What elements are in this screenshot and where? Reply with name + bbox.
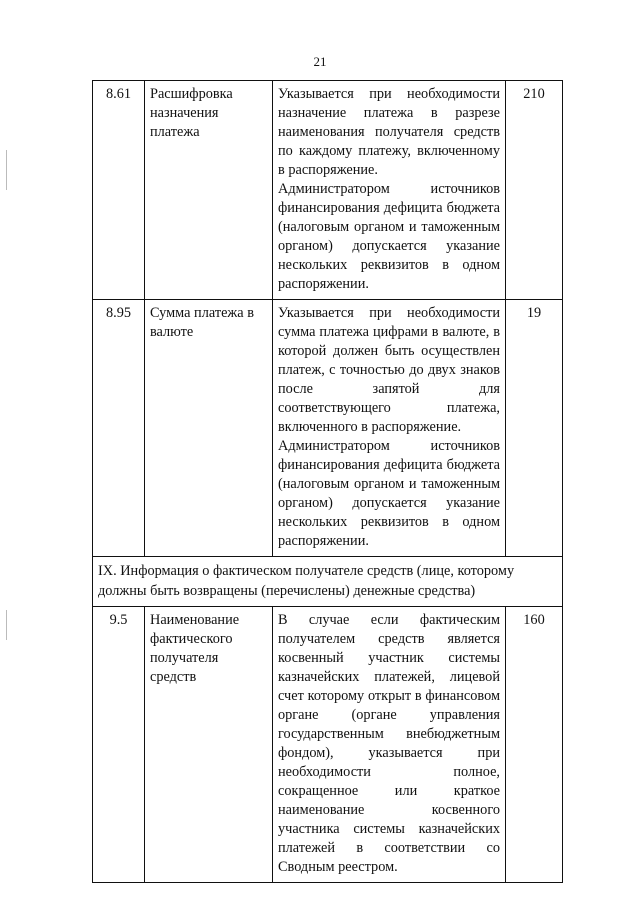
description-paragraph: Администратором источников финансирования дефицита бюджета (налоговым органом и таможенным органом) допускается указание нескольких реквизитов в одном распоряжении.	[278, 181, 500, 292]
section-heading: IX. Информация о фактическом получателе средств (лице, которому должны быть возвращены (перечислены) денежные средства)	[93, 557, 563, 607]
requisite-name: Наименование фактического получателя средств	[145, 607, 273, 883]
requisite-description	[273, 607, 506, 883]
requisites-table	[92, 80, 563, 883]
scan-edge-mark	[6, 150, 7, 190]
description-paragraph: Указывается при необходимости сумма платежа цифрами в валюте, в которой должен быть осуществлен платеж, с точностью до двух знаков после запятой для соответствующего платежа, включенного в распоряжение.	[278, 305, 500, 435]
page-number: 21	[313, 54, 327, 69]
table-row	[93, 81, 563, 300]
scan-edge-mark	[6, 610, 7, 640]
description-paragraph: В случае если фактическим получателем средств является косвенный участник системы казначейских платежей, лицевой счет которому открыт в финансовом органе (органе управления государственным внебюджетным фондом), указывается при необходимости полное, сокращенное или краткое наименование косвенного участника системы казначейских платежей в соответствии со Сводным реестром.	[278, 612, 500, 875]
row-number: 8.61	[93, 81, 145, 300]
section-row	[93, 557, 563, 607]
requisite-description	[273, 81, 506, 300]
table-row	[93, 607, 563, 883]
table-row	[93, 300, 563, 557]
requisite-name: Сумма платежа в валюте	[145, 300, 273, 557]
description-paragraph: Администратором источников финансирования дефицита бюджета (налоговым органом и таможенным органом) допускается указание нескольких реквизитов в одном распоряжении.	[278, 438, 500, 549]
field-length: 210	[506, 81, 563, 300]
row-number: 8.95	[93, 300, 145, 557]
requisite-name: Расшифровка назначения платежа	[145, 81, 273, 300]
requisite-description	[273, 300, 506, 557]
field-length: 19	[506, 300, 563, 557]
description-paragraph: Указывается при необходимости назначение платежа в разрезе наименования получателя средств по каждому платежу, включенному в распоряжение.	[278, 86, 500, 178]
row-number: 9.5	[93, 607, 145, 883]
field-length: 160	[506, 607, 563, 883]
